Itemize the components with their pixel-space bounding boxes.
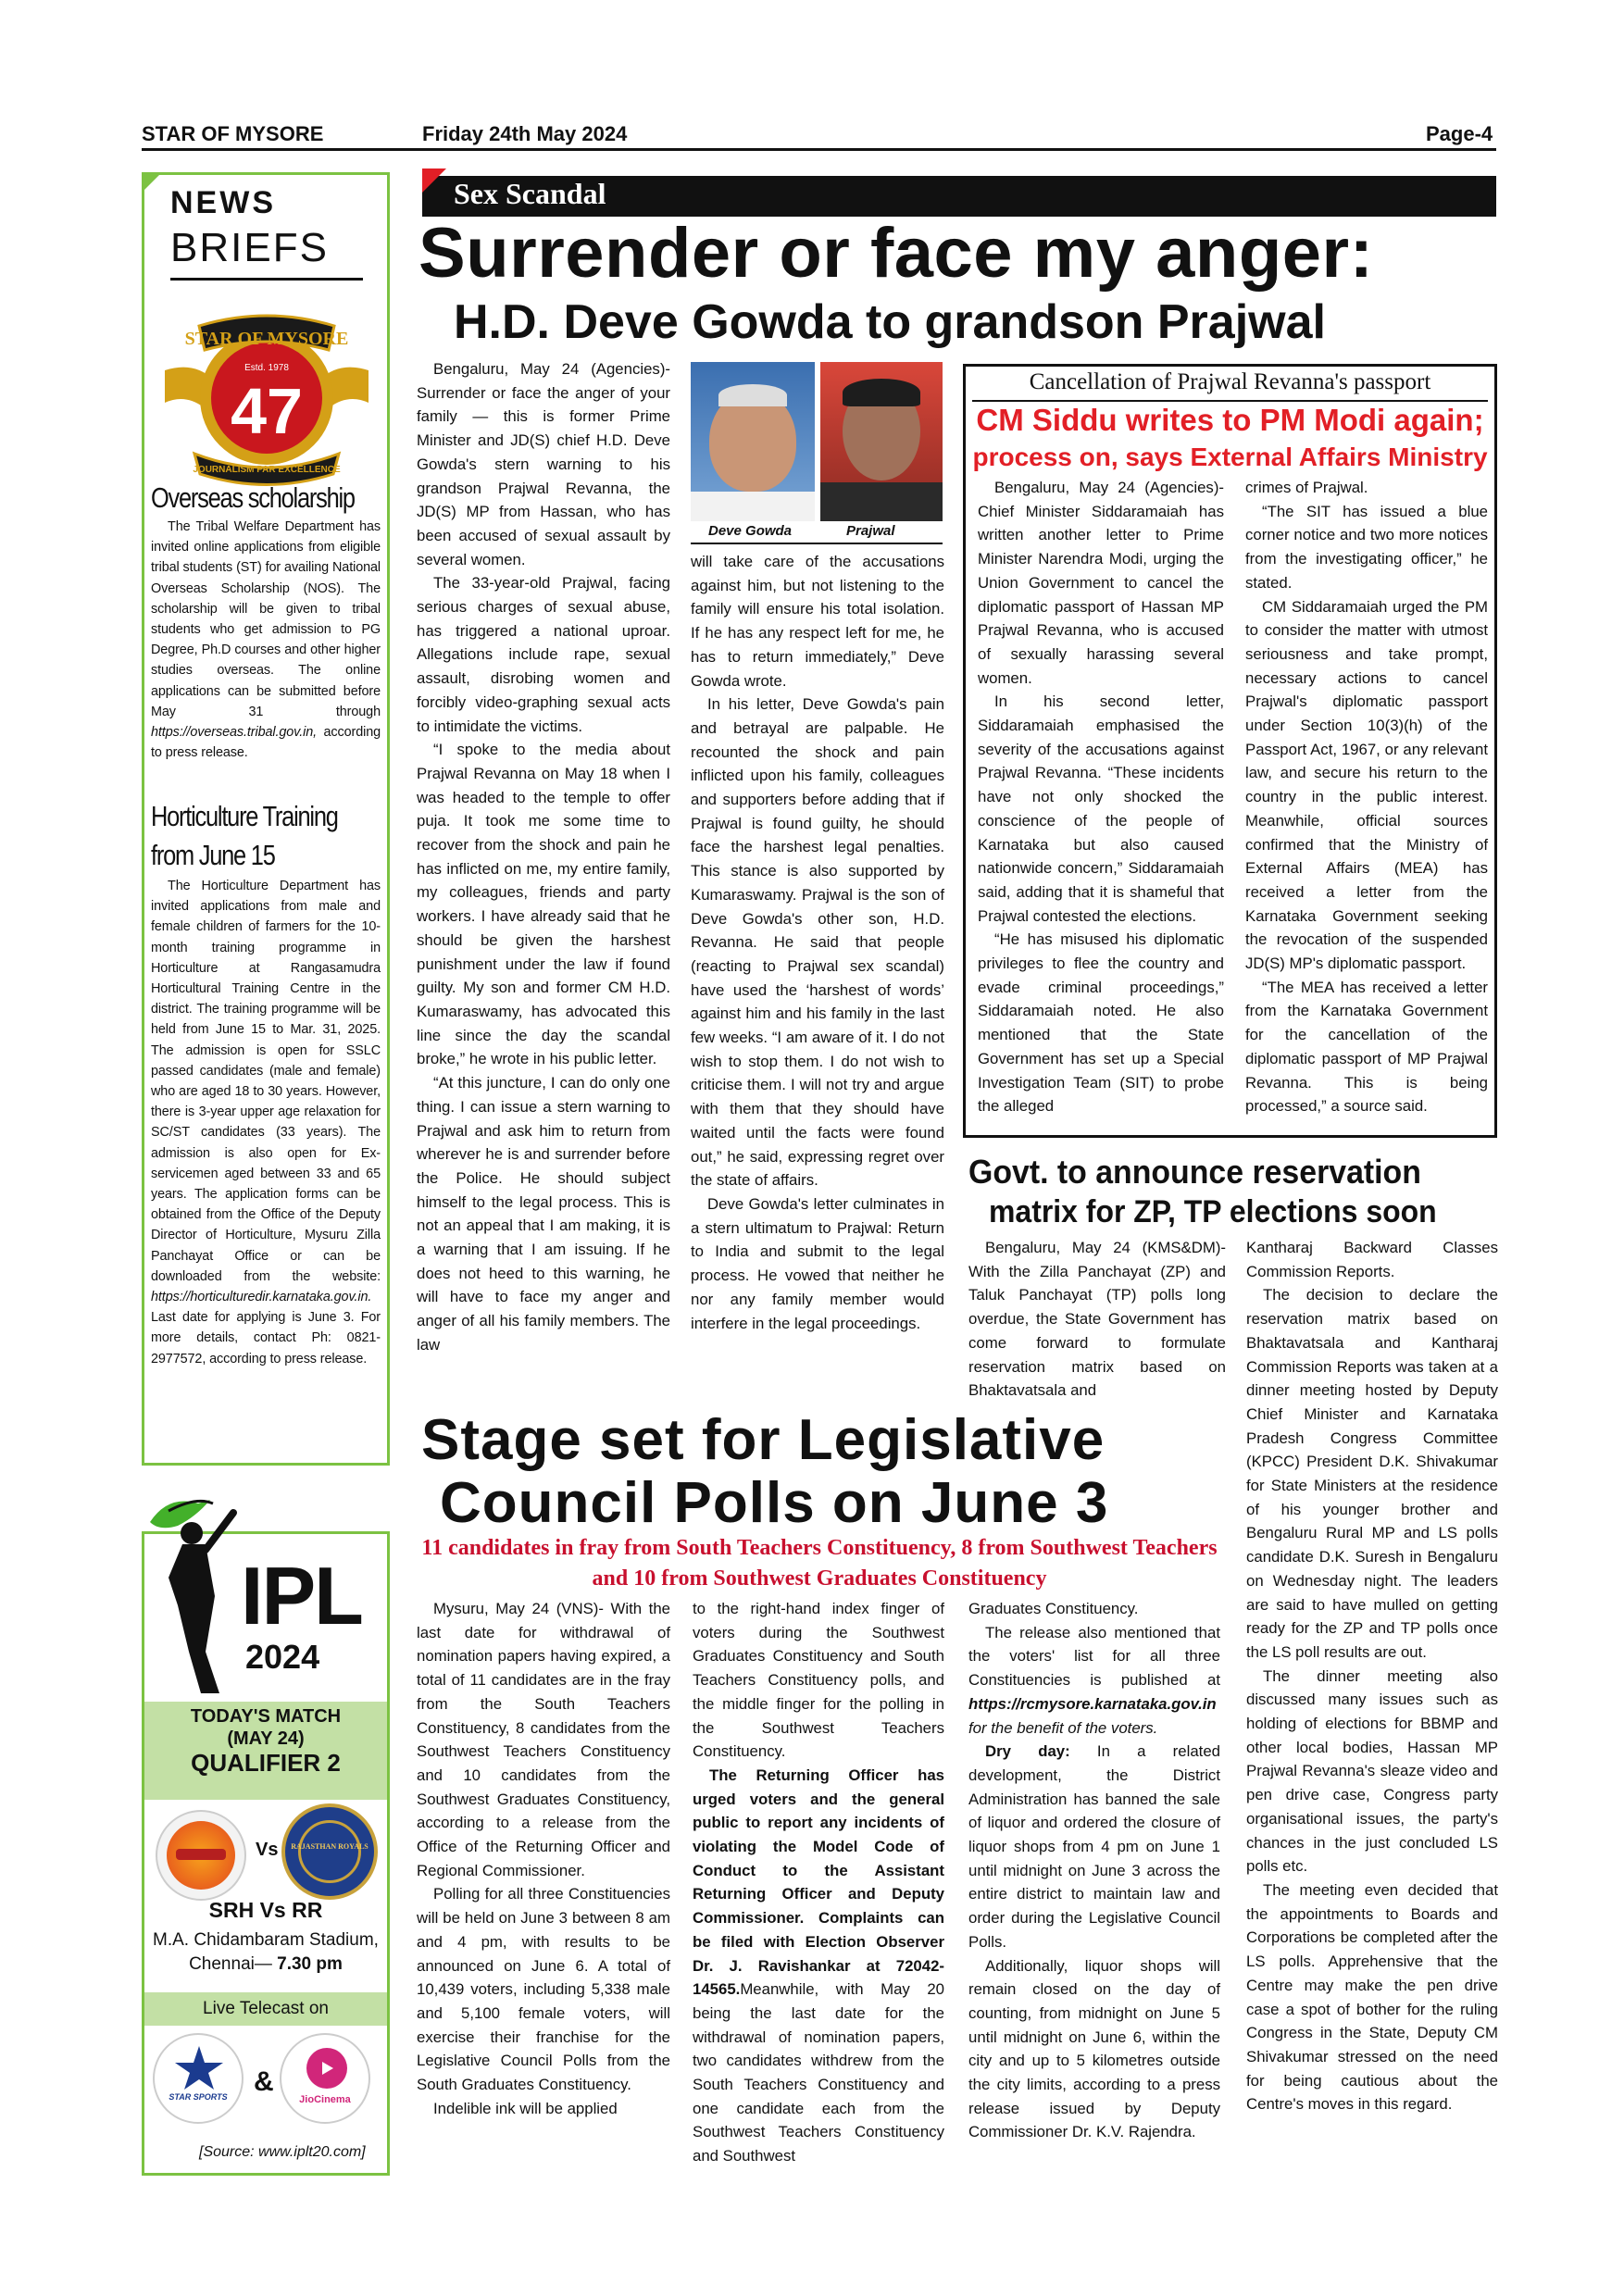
passport-paragraph: “He has misused his diplomatic privileges to flee the country and evade criminal proceedings,” Siddaramaiah noted. He also mentioned that the State Government has set up a Special Investigation Team (SIT) to probe the alleged xyxy=(978,930,1224,1116)
play-icon xyxy=(318,2059,336,2078)
rr-logo-text: RAJASTHAN ROYALS xyxy=(291,1842,369,1851)
lead-subheadline: H.D. Deve Gowda to grandson Prajwal xyxy=(454,295,1326,349)
passport-paragraph: crimes of Prajwal. xyxy=(1245,479,1368,496)
council-paragraph: to the right-hand index finger of voters during the Southwest Graduates Constituency and South Teachers Constituency polls, and the middle finger for the polling in the Southwest Teachers Constituency. xyxy=(693,1600,944,1761)
logo-name-text: STAR OF MYSORE xyxy=(184,329,349,349)
ipl-match-date: (MAY 24) xyxy=(227,1728,305,1749)
council-paragraph: In a related development, the District Administration has banned the sale of liquor and ordered the closure of liquor shops from 4 pm on June 1 until midnight on June 3 across the entire district to maintain law and order during the Legislative Council Polls. xyxy=(968,1742,1220,1951)
ipl-qualifier: QUALIFIER 2 xyxy=(191,1749,341,1777)
briefs-title-briefs: BRIEFS xyxy=(170,225,329,270)
brief-horticulture-body xyxy=(151,876,381,1369)
photo-rule xyxy=(691,543,943,544)
passport-paragraph: “The SIT has issued a blue corner notice and two more notices from the investigating officer,” he stated. xyxy=(1245,502,1488,592)
council-voter-list-link: https://rcmysore.karnataka.gov.in xyxy=(968,1694,1217,1713)
masthead-paper-name: STAR OF MYSORE xyxy=(142,122,324,145)
jiocinema-logo xyxy=(280,2033,370,2124)
lead-paragraph: Deve Gowda's letter culminates in a stern ultimatum to Prajwal: Return to India and submit to the legal process. He vowed that neither he nor any family member would interfere in the legal proceedings. xyxy=(691,1194,944,1332)
brief-horticulture-heading-2: from June 15 xyxy=(151,839,275,871)
council-subheadline: 11 candidates in fray from South Teachers Constituency, 8 from Southwest Teachers and 10 from Southwest Graduates Constituency xyxy=(421,1536,1218,1591)
reservation-paragraph: The dinner meeting also discussed many issues such as holding of elections for BBMP and other local bodies, Hassan MP Prajwal Revanna's sleaze video and pen drive case, Congress party organisational issues, the party's chances in the just concluded LS polls etc. xyxy=(1246,1666,1498,1876)
council-paragraph: The release also mentioned that the voters' list for all three Constituencies is published at xyxy=(968,1623,1220,1690)
ipl-source: [Source: www.iplt20.com] xyxy=(199,2144,366,2160)
briefs-title-news: NEWS xyxy=(170,185,276,220)
ipl-versus: Vs xyxy=(256,1840,279,1860)
ipl-ampersand: & xyxy=(254,2066,274,2097)
council-headline-1: Stage set for Legislative xyxy=(421,1408,1106,1472)
council-paragraph: Graduates Constituency. xyxy=(968,1600,1139,1617)
lead-headline: Surrender or face my anger: xyxy=(418,214,1374,293)
photo-prajwal xyxy=(820,362,943,521)
council-paragraph: Polling for all three Constituencies will be held on June 3 between 8 am and 4 pm, with results to be announced on June 6. A total of 10,439 voters, including 5,338 male and 5,100 female voters, will exercise their franchise for the Legislative Council Polls from the South Graduates Constituency. xyxy=(417,1885,670,2094)
lead-column-1 xyxy=(417,357,670,1357)
council-dry-day-label: Dry day: xyxy=(985,1742,1070,1761)
lead-paragraph: The 33-year-old Prajwal, facing serious charges of sexual abuse, has triggered a national uproar. Allegations include rape, sexual assault, disrobing women and forcibly video-graphing sexual acts to intimidate the victims. xyxy=(417,574,670,735)
photo-caption-deve-gowda: Deve Gowda xyxy=(708,523,793,539)
brief-horticulture-text: The Horticulture Department has invited applications from male and female children of farmers for the 10-month training programme in Horticulture at Rangasamudra Horticultural Training Centre in the district. The training programme will be held from June 15 to Mar. 31, 2025. The admission is open for SSLC passed candidates (male and female) who are aged 18 to 30 years. However, there is 3-year upper age relaxation for SC/ST candidates (33 years). The admission is also open for Ex-servicemen aged between 33 and 65 years. The application forms can be obtained from the Office of the Deputy Director of Horticulture, Mysuru Zilla Panchayat Office or can be downloaded from the website: xyxy=(151,879,381,1284)
ipl-match-time: 7.30 pm xyxy=(277,1954,343,1974)
reservation-paragraph: Kantharaj Backward Classes Commission Reports. xyxy=(1246,1239,1498,1280)
ipl-todays-match: TODAY'S MATCH xyxy=(190,1706,342,1727)
council-paragraph: Indelible ink will be applied xyxy=(433,2099,618,2117)
reservation-headline-2: matrix for ZP, TP elections soon xyxy=(989,1194,1437,1229)
ipl-venue-text: M.A. Chidambaram Stadium, Chennai— xyxy=(153,1930,379,1974)
ipl-telecast-label: Live Telecast on xyxy=(203,1999,329,2018)
briefs-corner-flag xyxy=(142,172,162,193)
kicker-red-flag xyxy=(422,168,446,193)
ipl-teams: SRH Vs RR xyxy=(208,1898,323,1922)
council-headline-2: Council Polls on June 3 xyxy=(440,1471,1109,1535)
logo-number-text: 47 xyxy=(231,375,303,447)
passport-column-2 xyxy=(1245,476,1488,1118)
passport-kicker-rule xyxy=(972,400,1488,402)
passport-paragraph: CM Siddaramaiah urged the PM to consider the matter with utmost seriousness and take prompt, necessary actions to cancel Prajwal's diplomatic passport under Section 10(3)(h) of the Passport Act, 1967, or any relevant law, and secure his return to the country in the public interest. Meanwhile, official sources confirmed that the Ministry of External Affairs (MEA) has received a letter from the Karnataka Government seeking the revocation of the suspended JD(S) MP's diplomatic passport. xyxy=(1245,597,1488,973)
ipl-title: IPL xyxy=(241,1550,362,1641)
lead-paragraph: Bengaluru, May 24 (Agencies)- Surrender or face the anger of your family — this is former Prime Minister and JD(S) chief H.D. Deve Gowda's stern warning to his grandson Prajwal Revanna, the JD(S) MP from Hassan, who has been accused of sexual assault by several women. xyxy=(417,360,670,568)
passport-kicker: Cancellation of Prajwal Revanna's passport xyxy=(1029,369,1431,394)
logo-estd-text: Estd. 1978 xyxy=(244,363,289,373)
reservation-headline-1: Govt. to announce reservation xyxy=(968,1153,1421,1191)
council-column-2 xyxy=(693,1597,944,2168)
brief-horticulture-heading-1: Horticulture Training xyxy=(151,800,338,832)
star-sports-logo xyxy=(153,2033,244,2124)
council-paragraph: Mysuru, May 24 (VNS)- With the last date for withdrawal of nomination papers having expired, a total of 11 candidates are in the fray from the South Teachers Constituency, 8 candidates from the Southwest Teachers Constituency and 10 candidates from the Southwest Graduates Constituency, according to a release from the Office of the Returning Officer and Regional Commissioner. xyxy=(417,1600,670,1879)
passport-headline-1: CM Siddu writes to PM Modi again; xyxy=(976,403,1484,437)
jiocinema-label: JioCinema xyxy=(299,2094,351,2105)
passport-paragraph: “The MEA has received a letter from the Karnataka Government for the cancellation of the diplomatic passport of MP Prajwal Revanna. This is being processed,” a source said. xyxy=(1245,978,1488,1116)
ipl-year: 2024 xyxy=(245,1638,320,1676)
photo-deve-gowda xyxy=(691,362,815,521)
lead-paragraph: In his letter, Deve Gowda's pain and betrayal are palpable. He recounted the shock and pain inflicted upon his family, colleagues and supporters before adding that if Prajwal is found guilty, he should face the harshest legal penalties. This stance is also supported by Kumaraswamy. Prajwal is the son of Deve Gowda's other son, H.D. Revanna. He said that people (reacting to Prajwal sex scandal) have used the ‘harshest of words’ against him and his family in the last few weeks. “I am aware of it. I do not wish to stop them. I do not wish to criticise them. I will not try and argue with them that they should have waited until the facts were found out,” he said, expressing regret over the state of affairs. xyxy=(691,695,944,1190)
lead-paragraph: will take care of the accusations against him, but not listening to the family will ensure his total isolation. If he has any respect left for me, he has to return immediately,” Deve Gowda wrote. xyxy=(691,553,944,690)
brief-horticulture-tail: Last date for applying is June 3. For more details, contact Ph: 0821-2977572, according to press release. xyxy=(151,1310,381,1366)
lead-paragraph: “At this juncture, I can do only one thing. I can issue a stern warning to Prajwal and ask him to return from wherever he is and surrender before the Police. He should subject himself to the legal process. This is not an appeal that I am making, it is a warning that I am issuing. If he does not heed to this warning, he will have to face my anger and anger of all his family members. The law xyxy=(417,1074,670,1354)
masthead-rule xyxy=(142,148,1496,151)
council-paragraph: Meanwhile, with May 20 being the last date for the withdrawal of nomination papers, two candidates withdrew from the South Teachers Constituency and one candidate each from the Southwest Teachers Constituency and Southwest xyxy=(693,1980,944,2165)
lead-paragraph: “I spoke to the media about Prajwal Revanna on May 18 when I was headed to the temple to offer puja. It took me some time to recover from the shock and pain he has inflicted on me, my entire family, my colleagues, friends and party workers. I have already said that he should be given the harshest punishment under the law if found guilty. My son and former CM H.D. Kumaraswamy, has advocated this line since the day the scandal broke,” he wrote in his public letter. xyxy=(417,741,670,1068)
ipl-batsman-icon xyxy=(141,1485,252,1698)
reservation-paragraph: Bengaluru, May 24 (KMS&DM)- With the Zilla Panchayat (ZP) and Taluk Panchayat (TP) polls long overdue, the State Government has come forward to formulate reservation matrix based on Bhaktavatsala and xyxy=(968,1239,1226,1400)
star-sports-label: STAR SPORTS xyxy=(169,2092,228,2102)
star-of-mysore-47-logo xyxy=(157,306,376,491)
council-column-1 xyxy=(417,1597,670,2120)
brief-overseas-heading: Overseas scholarship xyxy=(151,481,355,514)
briefs-title-underline xyxy=(170,278,363,281)
brief-horticulture-link: https://horticulturedir.karnataka.gov.in. xyxy=(151,1290,372,1305)
srh-logo xyxy=(156,1810,246,1901)
reservation-column-1 xyxy=(968,1236,1226,1403)
masthead-page-number: Page-4 xyxy=(1426,122,1493,145)
logo-motto-text: JOURNALISM PAR EXCELLENCE xyxy=(193,465,341,475)
reservation-column-2 xyxy=(1246,1236,1498,2116)
brief-overseas-body xyxy=(151,517,381,763)
section-kicker: Sex Scandal xyxy=(454,177,606,210)
council-paragraph: for the benefit of the voters. xyxy=(968,1718,1158,1737)
star-icon xyxy=(173,2044,225,2090)
council-paragraph: Additionally, liquor shops will remain closed on the day of counting, from midnight on June 5 until midnight on June 6, within the city and up to 5 kilometres outside the city limits, according to a press release issued by Deputy Commissioner Dr. K.V. Rajendra. xyxy=(968,1956,1220,2141)
reservation-paragraph: The meeting even decided that the appointments to Boards and Corporations be completed after the LS polls. Apprehensive that the Centre may make the pen drive case a spot of bother for the ruling Congress in the State, Deputy CM Shivakumar stressed on the need for being cautious about the Centre's moves in this regard. xyxy=(1246,1880,1498,2114)
passport-headline-2: process on, says External Affairs Ministry xyxy=(972,443,1488,471)
masthead-date: Friday 24th May 2024 xyxy=(422,122,628,145)
photo-caption-prajwal: Prajwal xyxy=(846,523,895,539)
council-bold-paragraph: The Returning Officer has urged voters and the general public to report any incidents of violating the Model Code of Conduct to the Assistant Returning Officer and Deputy Commissioner. Complaints can be filed with Election Observer Dr. J. Ravishankar at 72042-14565. xyxy=(693,1766,944,1999)
passport-paragraph: In his second letter, Siddaramaiah emphasised the severity of the accusations against Prajwal Revanna. “These incidents have not only shocked the conscience of the people of Karnataka but also caused nationwide concern,” Siddaramaiah said, adding that it is shameful that Prajwal contested the elections. xyxy=(978,693,1224,925)
rr-logo xyxy=(281,1803,378,1900)
lead-column-2 xyxy=(691,550,944,1335)
passport-paragraph: Bengaluru, May 24 (Agencies)- Chief Minister Siddaramaiah has written another letter to Prime Minister Narendra Modi, urging the Union Government to cancel the diplomatic passport of Hassan MP Prajwal Revanna, who is accused of sexually harassing several women. xyxy=(978,479,1224,687)
brief-overseas-link: https://overseas.tribal.gov.in, xyxy=(151,725,318,741)
brief-overseas-text: The Tribal Welfare Department has invited online applications from eligible tribal students (ST) for availing National Overseas Scholarship (NOS). The scholarship will be given to tribal students who get admission to PG Degree, Ph.D courses and other higher studies overseas. The online applications can be submitted before May 31 through xyxy=(151,519,381,719)
brief-overseas-tail: according to press release. xyxy=(151,725,381,761)
ipl-venue xyxy=(144,1928,387,1977)
reservation-paragraph: The decision to declare the reservation matrix based on Bhaktavatsala and Kantharaj Commission Reports was taken at a dinner meeting hosted by Deputy Chief Minister and Karnataka Pradesh Congress Committee (KPCC) President D.K. Shivakumar for State Ministers at the residence of his younger brother and Bengaluru Rural MP and LS polls candidate D.K. Suresh in Bengaluru on Wednesday night. The leaders are said to have mulled on getting ready for the ZP and TP polls once the LS poll results are out. xyxy=(1246,1286,1498,1661)
passport-column-1 xyxy=(978,476,1224,1118)
council-column-3 xyxy=(968,1597,1220,2144)
